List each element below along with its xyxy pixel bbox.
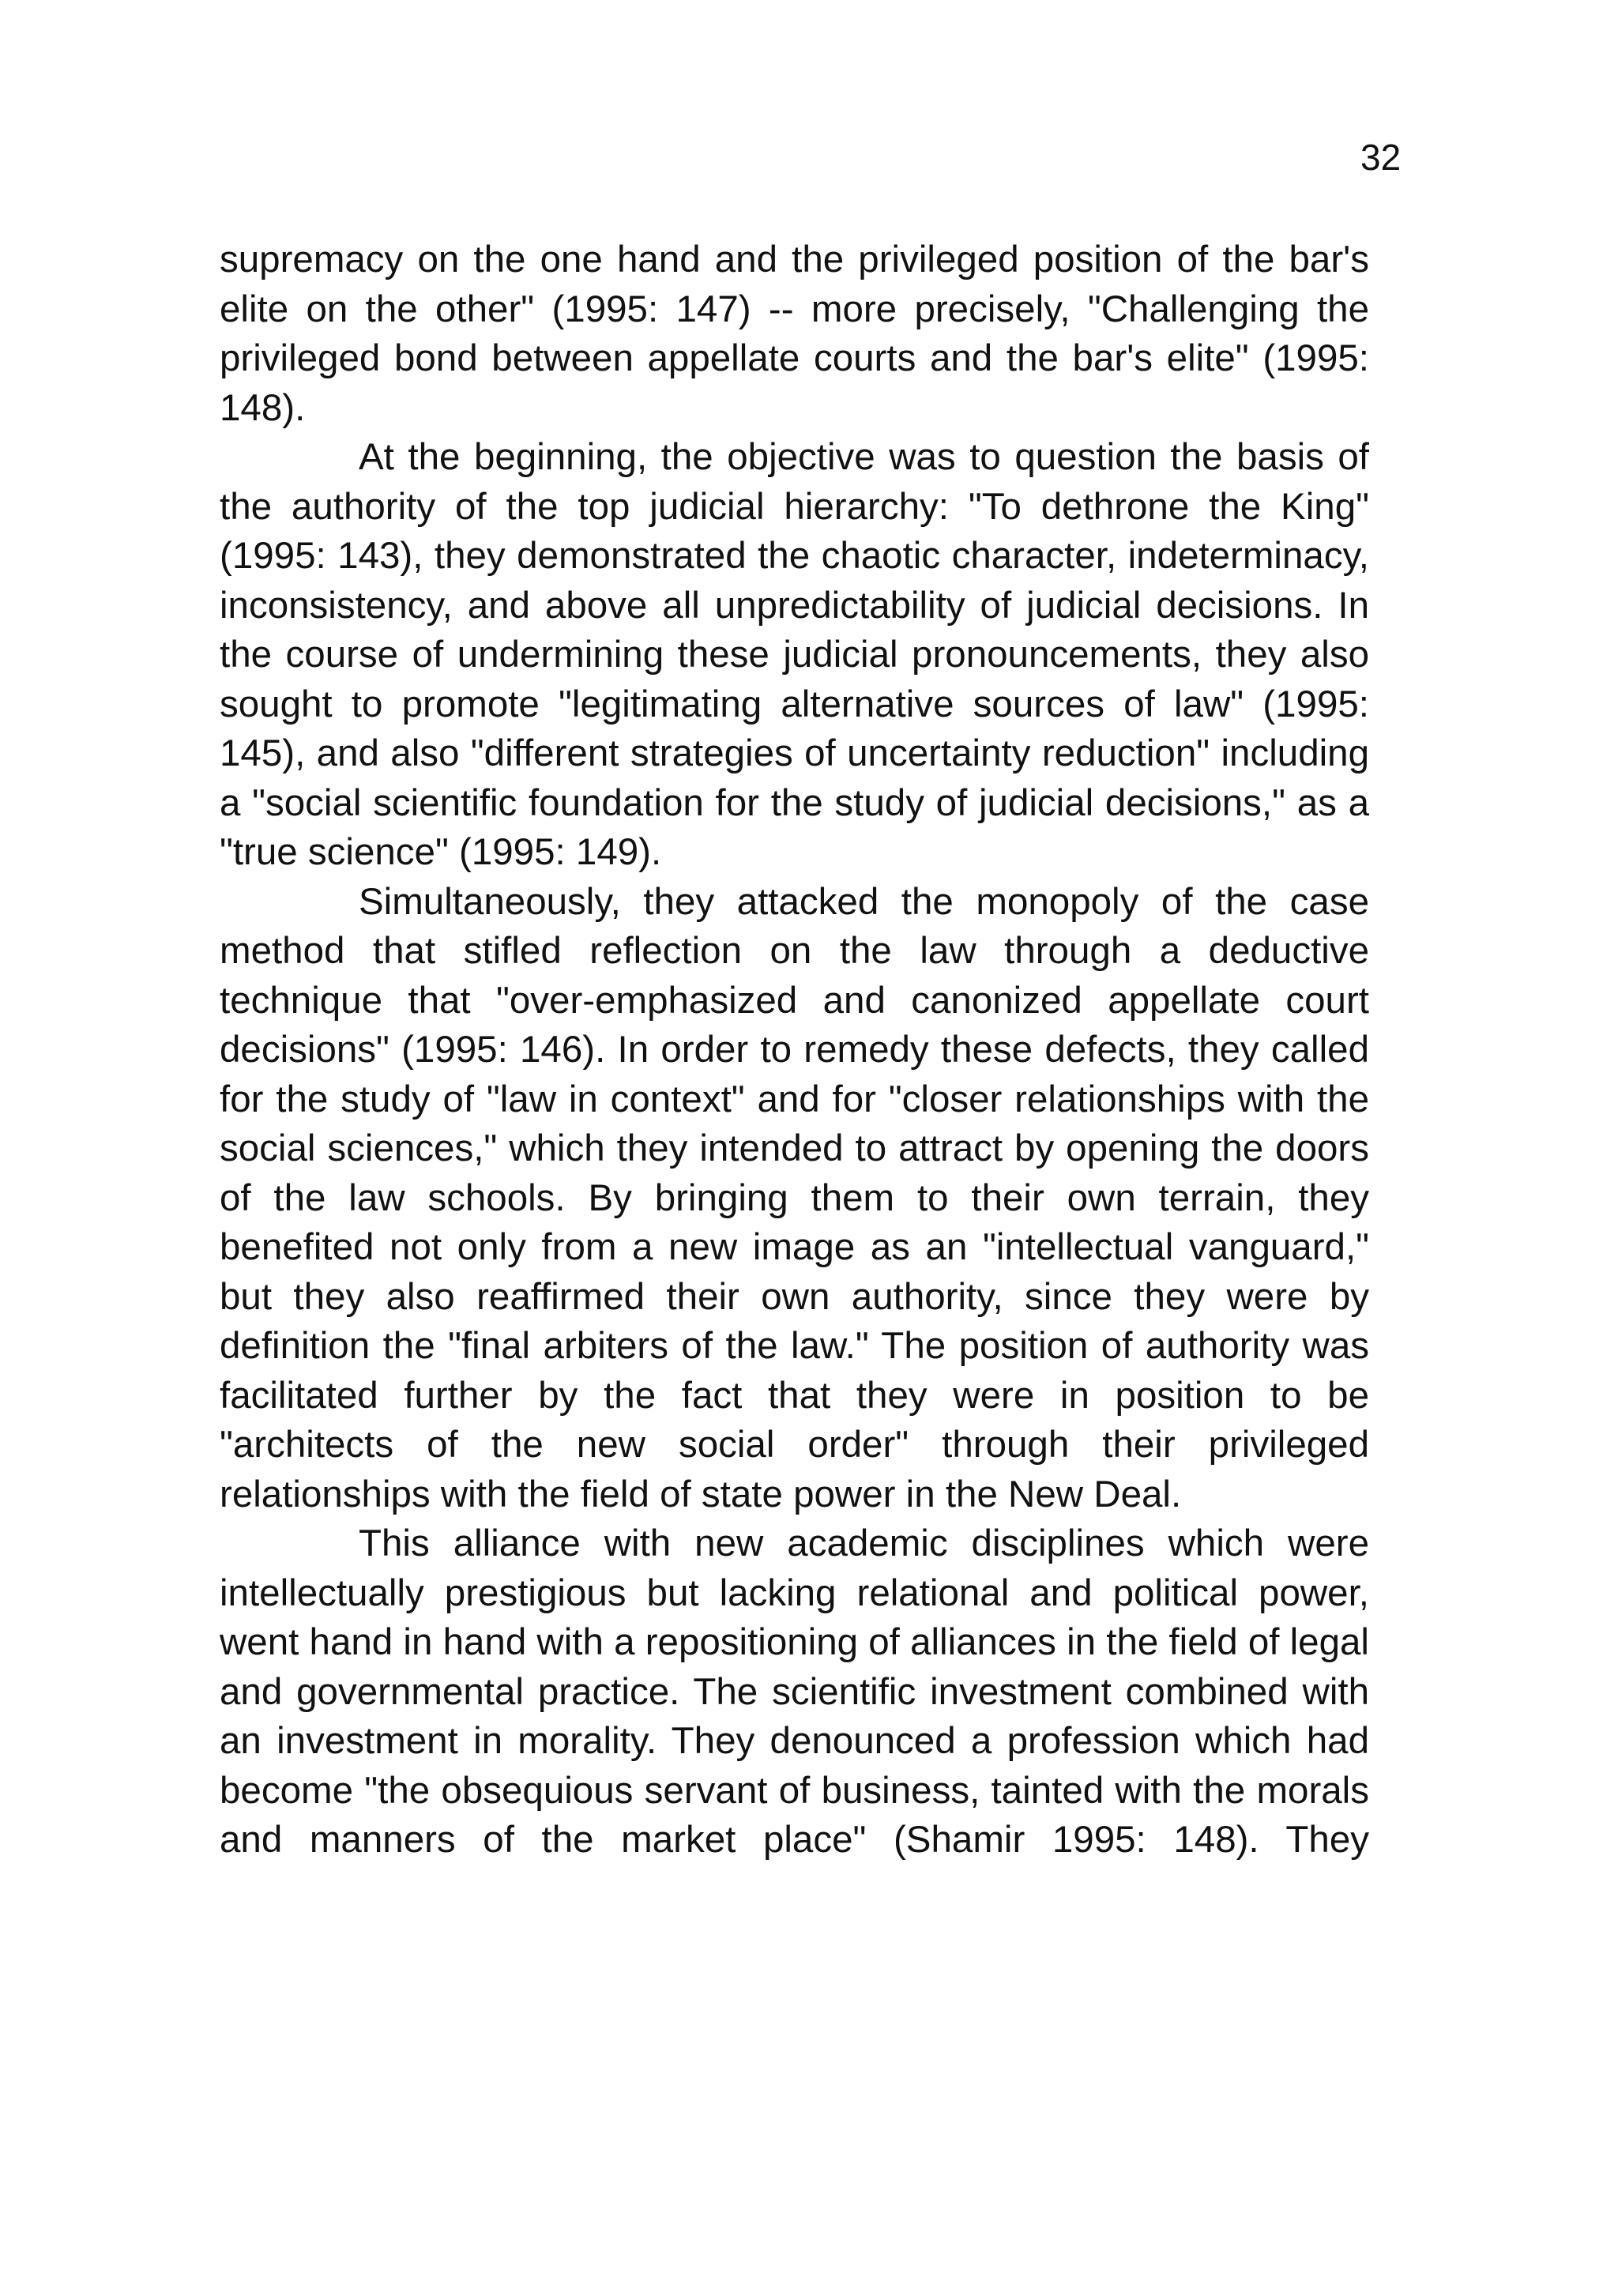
paragraph-alliance: This alliance with new academic disciplines which were intellectually prestigious but lacking relational and political power, went hand in hand with a repositioning of alliances in the field of legal and governmental practice. The scientific investment combined with an investment in morality. They denounced a profession which had become "the obsequious servant of business, tainted with the morals and manners of the market place" (Shamir 1995: 148). They (220, 1523, 1369, 1861)
body-text (220, 235, 1369, 1865)
paragraph-authority: At the beginning, the objective was to question the basis of the authority of the top judicial hierarchy: "To dethrone the King" (1995: 143), they demonstrated the chaotic character, indeterminacy, inconsistency, and above all unpredictability of judicial decisions. In the course of undermining these judicial pronouncements, they also sought to promote "legitimating alternative sources of law" (1995: 145), and also "different strategies of uncertainty reduction" including a "social scientific foundation for the study of judicial decisions," as a "true science" (1995: 149). (220, 436, 1369, 873)
paragraph-continuation: supremacy on the one hand and the privileged position of the bar's elite on the other" (1995: 147) -- more precisely, "Challenging the privileged bond between appellate courts and the bar's elite" (1995: 148). (220, 239, 1369, 429)
page-number: 32 (1360, 137, 1402, 178)
paragraph-case-method: Simultaneously, they attacked the monopoly of the case method that stifled reflection on the law through a deductive technique that "over-emphasized and canonized appellate court decisions" (1995: 146). In order to remedy these defects, they called for the study of "law in context" and for "closer relationships with the social sciences," which they intended to attract by opening the doors of the law schools. By bringing them to their own terrain, they benefited not only from a new image as an "intellectual vanguard," but they also reaffirmed their own authority, since they were by definition the "final arbiters of the law." The position of authority was facilitated further by the fact that they were in position to be "architects of the new social order" through their privileged relationships with the field of state power in the New Deal. (220, 880, 1369, 1515)
